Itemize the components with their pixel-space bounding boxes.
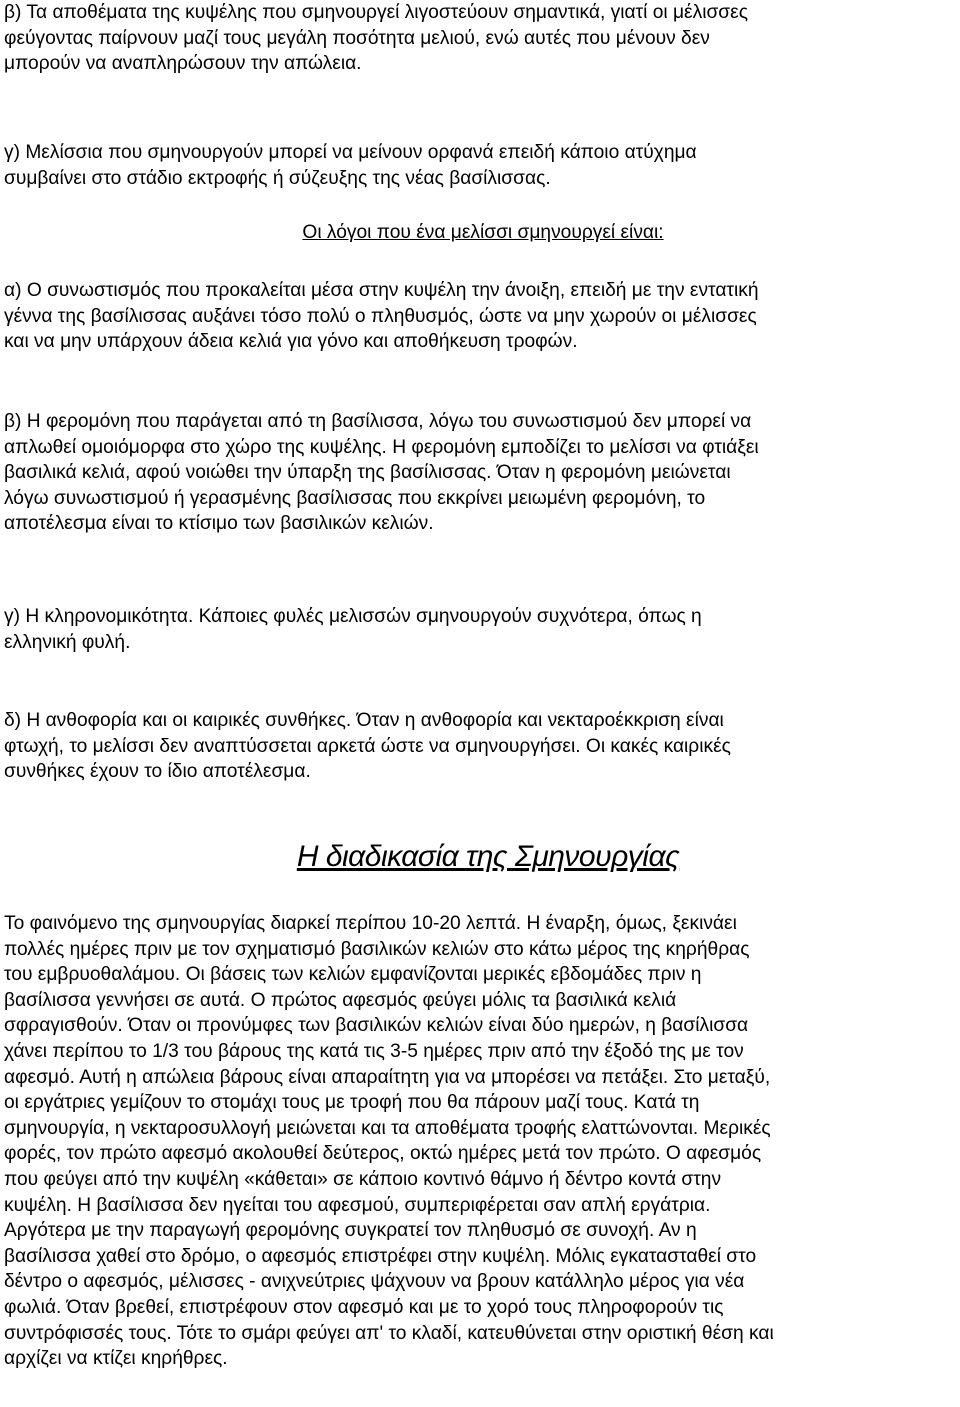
text-line: σφραγισθούν. Όταν οι προνύμφες των βασιλικών κελιών είναι δύο ημερών, η βασίλισσα bbox=[4, 1015, 749, 1037]
text-line: αφεσμό. Αυτή η απώλεια βάρους είναι απαραίτητη για να μπορέσει να πετάξει. Στο μεταξύ, bbox=[4, 1066, 771, 1088]
paragraph-crowding bbox=[4, 278, 759, 355]
text-line: που φεύγει από την κυψέλη «κάθεται» σε κάποιο κοντινό θάμνο ή δέντρο κοντά στην bbox=[4, 1168, 722, 1190]
text-line: δ) Η ανθοφορία και οι καιρικές συνθήκες. Όταν η ανθοφορία και νεκταροέκκριση είναι bbox=[4, 710, 724, 731]
text-line: β) Τα αποθέματα της κυψέλης που σμηνουργεί λιγοστεύουν σημαντικά, γιατί οι μέλισσες bbox=[4, 2, 748, 23]
paragraph-swarming-process bbox=[4, 911, 774, 1372]
text-line: γ) Η κληρονομικότητα. Κάποιες φυλές μελισσών σμηνουργούν συχνότερα, όπως η bbox=[4, 606, 702, 627]
text-line: λόγω συνωστισμού ή γερασμένης βασίλισσας που εκκρίνει μειωμένη φερομόνη, το bbox=[4, 487, 706, 509]
paragraph-hive-reserves bbox=[4, 0, 748, 77]
text-line: και να μην υπάρχουν άδεια κελιά για γόνο και αποθήκευση τροφών. bbox=[4, 331, 578, 353]
text-line: βασίλισσα γεννήσει σε αυτά. Ο πρώτος αφεσμός φεύγει μόλις τα βασιλικά κελιά bbox=[4, 989, 677, 1011]
text-line: συνθήκες έχουν το ίδιο αποτέλεσμα. bbox=[4, 761, 311, 783]
text-line: συμβαίνει στο στάδιο εκτροφής ή σύζευξης της νέας βασίλισσας. bbox=[4, 167, 551, 189]
text-line: γ) Μελίσσια που σμηνουργούν μπορεί να μείνουν ορφανά επειδή κάποιο ατύχημα bbox=[4, 142, 697, 163]
text-line: ελληνική φυλή. bbox=[4, 631, 131, 653]
text-line: δέντρο ο αφεσμός, μέλισσες - ανιχνεύτριες ψάχνουν να βρουν κατάλληλο μέρος για νέα bbox=[4, 1271, 745, 1293]
text-line: κυψέλη. Η βασίλισσα δεν ηγείται του αφεσμού, συμπεριφέρεται σαν απλή εργάτρια. bbox=[4, 1194, 711, 1216]
text-line: συντρόφισσές τους. Τότε το σμάρι φεύγει απ' το κλαδί, κατευθύνεται στην οριστική θέση και bbox=[4, 1322, 774, 1344]
text-line: φεύγοντας παίρνουν μαζί τους μεγάλη ποσότητα μελιού, ενώ αυτές που μένουν δεν bbox=[4, 27, 710, 49]
text-line: αποτέλεσμα είναι το κτίσιμο των βασιλικών κελιών. bbox=[4, 513, 434, 535]
text-line: οι εργάτριες γεμίζουν το στομάχι τους με τροφή που θα πάρουν μαζί τους. Κατά τη bbox=[4, 1092, 700, 1114]
text-line: Το φαινόμενο της σμηνουργίας διαρκεί περίπου 10-20 λεπτά. Η έναρξη, όμως, ξεκινάει bbox=[4, 913, 737, 934]
paragraph-flowering-weather bbox=[4, 708, 731, 785]
paragraph-heredity bbox=[4, 604, 702, 655]
text-line: βασιλικά κελιά, αφού νοιώθει την ύπαρξη της βασίλισσας. Όταν η φερομόνη μειώνεται bbox=[4, 462, 731, 484]
text-line: πολλές ημέρες πριν με τον σχηματισμό βασιλικών κελιών στο κάτω μέρος της κηρήθρας bbox=[4, 938, 750, 960]
text-line: απλωθεί ομοιόμορφα στο χώρο της κυψέλης. Η φερομόνη εμποδίζει το μελίσσι να φτιάξει bbox=[4, 436, 759, 458]
text-line: φτωχή, το μελίσσι δεν αναπτύσσεται αρκετά ώστε να σμηνουργήσει. Οι κακές καιρικές bbox=[4, 735, 731, 757]
text-line: φωλιά. Όταν βρεθεί, επιστρέφουν στον αφεσμό και με το χορό τους πληροφορούν τις bbox=[4, 1296, 724, 1318]
text-line: του εμβρυοθαλάμου. Οι βάσεις των κελιών εμφανίζονται μερικές εβδομάδες πριν η bbox=[4, 964, 702, 986]
paragraph-orphan-colonies bbox=[4, 140, 697, 191]
text-line: χάνει περίπου το 1/3 του βάρους της κατά τις 3-5 ημέρες πριν από την έξοδό της με τον bbox=[4, 1040, 744, 1062]
text-line: φορές, τον πρώτο αφεσμό ακολουθεί δεύτερος, οκτώ ημέρες μετά τον πρώτο. Ο αφεσμός bbox=[4, 1143, 762, 1165]
text-line: σμηνουργία, η νεκταροσυλλογή μειώνεται και τα αποθέματα τροφής ελαττώνονται. Μερικές bbox=[4, 1117, 771, 1139]
text-line: α) Ο συνωστισμός που προκαλείται μέσα στην κυψέλη την άνοιξη, επειδή με την εντατική bbox=[4, 280, 759, 301]
reasons-heading: Οι λόγοι που ένα μελίσσι σμηνουργεί είναι: bbox=[302, 222, 664, 243]
text-line: β) Η φερομόνη που παράγεται από τη βασίλισσα, λόγω του συνωστισμού δεν μπορεί να bbox=[4, 411, 752, 432]
section-title: Η διαδικασία της Σμηνουργίας bbox=[296, 840, 680, 873]
text-line: γέννα της βασίλισσας αυξάνει τόσο πολύ ο πληθυσμός, ώστε να μην χωρούν οι μέλισσες bbox=[4, 305, 757, 327]
text-line: βασίλισσα χαθεί στο δρόμο, ο αφεσμός επιστρέφει στην κυψέλη. Μόλις εγκατασταθεί στο bbox=[4, 1245, 757, 1267]
text-line: αρχίζει να κτίζει κηρήθρες. bbox=[4, 1348, 228, 1370]
text-line: Αργότερα με την παραγωγή φερομόνης συγκρατεί τον πληθυσμό σε συνοχή. Αν η bbox=[4, 1220, 697, 1242]
paragraph-pheromone bbox=[4, 409, 759, 537]
text-line: μπορούν να αναπληρώσουν την απώλεια. bbox=[4, 53, 362, 75]
